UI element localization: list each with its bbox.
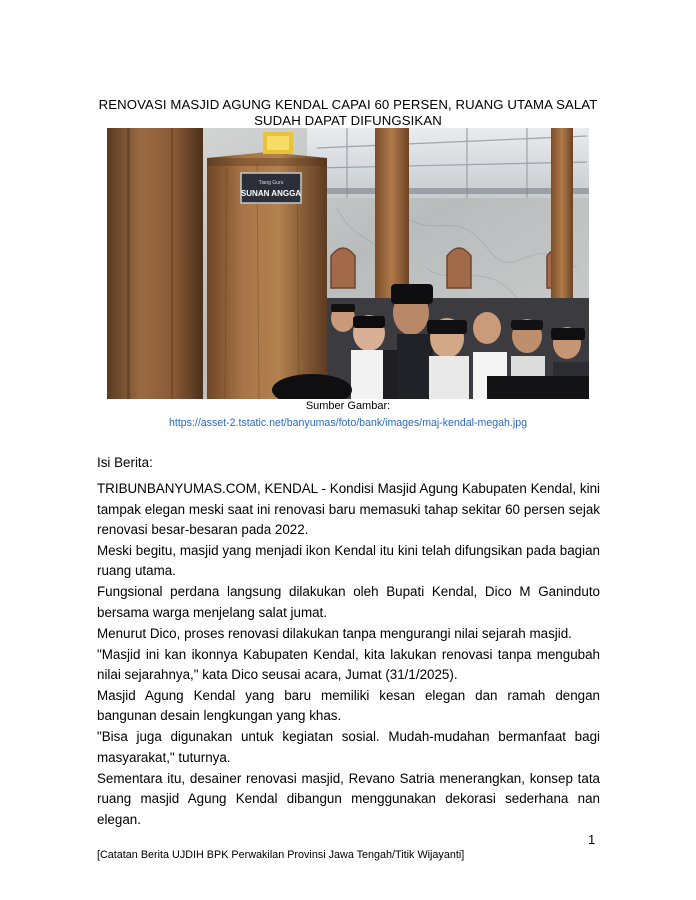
paragraph: TRIBUNBANYUMAS.COM, KENDAL - Kondisi Masjid Agung Kabupaten Kendal, kini tampak elegan meski saat ini renovasi baru memasuki tahap sekitar 60 persen sejak renovasi besar-besaran pada 2022. [97,481,600,537]
paragraph: Masjid Agung Kendal yang baru memiliki kesan elegan dan ramah dengan bangunan desain lengkungan yang khas. [97,687,600,724]
pillar-sign [241,173,301,203]
paragraph: "Masjid ini kan ikonnya Kabupaten Kendal, kita lakukan renovasi tanpa mengubah nilai sejarahnya," kata Dico seusai acara, Jumat (31/1/2025). [97,646,600,683]
paragraph: Fungsional perdana langsung dilakukan oleh Bupati Kendal, Dico M Ganinduto bersama warga menjelang salat jumat. [97,584,600,620]
paragraph: Menurut Dico, proses renovasi dilakukan tanpa mengurangi nilai sejarah masjid. [97,625,572,641]
mosque-interior-photo [107,128,589,399]
page-number: 1 [588,832,596,847]
paragraph: Sementara itu, desainer renovasi masjid, Revano Satria menerangkan, konsep tata ruang masjid Agung Kendal dibangun menggunakan dekorasi sederhana nan elegan. [97,770,600,827]
pillar-sign-text: SUNAN ANGGA [240,189,302,198]
image-caption-label: Sumber Gambar: [305,400,391,412]
paragraph: "Bisa juga digunakan untuk kegiatan sosial. Mudah-mudahan bermanfaat bagi masyarakat," tuturnya. [97,729,600,765]
page-footer: [Catatan Berita UJDIH BPK Perwakilan Provinsi Jawa Tengah/Titik Wijayanti] [97,849,465,861]
article-title: RENOVASI MASJID AGUNG KENDAL CAPAI 60 PERSEN, RUANG UTAMA SALAT SUDAH DAPAT DIFUNGSIKAN [98,97,598,128]
pillar-sign-small-text: Tiang Guru [258,180,284,186]
article-photo [107,128,589,399]
image-source-link[interactable]: https://asset-2.tstatic.net/banyumas/foto/bank/images/maj-kendal-megah.jpg [168,417,528,429]
paragraph: Meski begitu, masjid yang menjadi ikon Kendal itu kini telah difungsikan pada bagian ruang utama. [97,542,600,579]
section-label: Isi Berita: [97,455,153,470]
article-body [97,453,600,831]
